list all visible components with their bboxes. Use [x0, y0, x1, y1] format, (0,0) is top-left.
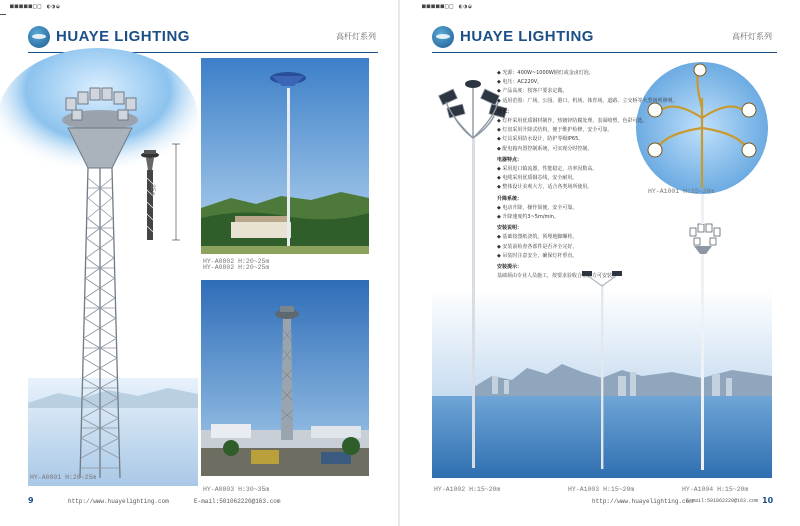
caption-hy-a0801 [30, 474, 96, 481]
spec-text [497, 70, 697, 282]
model-number: HY-A0803 [203, 486, 235, 493]
model-number: HY-A1001 [648, 188, 680, 195]
height-range: H:15~20m [683, 188, 715, 195]
caption-hy-a1004 [682, 486, 748, 493]
page-number: 9 [28, 496, 34, 505]
spec-line: ◆ 光源：400W~1000W钠灯或金卤灯泡。 [497, 70, 594, 76]
series-label: 高杆灯系列 [732, 32, 772, 41]
website: http://www.huayelighting.com [68, 498, 169, 505]
spec-line: ◆ 整体设计美观大方，适合各类场所使用。 [497, 184, 593, 191]
dimension-label: 35m [149, 184, 156, 196]
spec-line: ◆ 吊装时注意安全，确保灯杆垂直。 [497, 252, 578, 259]
spec-line: ◆ 电缆采用优质铜芯线，安全耐用。 [497, 175, 578, 182]
registration-marks: ■■■■■□□ ◐◑◒ [422, 3, 473, 10]
page-number: 10 [762, 496, 774, 505]
model-number: HY-A0801 [30, 474, 62, 481]
website: http://www.huayelighting.com [592, 498, 693, 505]
spec-line: ◆ 电压：AC220V。 [497, 79, 543, 86]
spec-line: ◆ 灯具采用防水设计，防护等级IP65。 [497, 136, 584, 143]
spec-line: ◆ 电动升降，操作简便，安全可靠。 [497, 204, 578, 211]
brand-name: HUAYE LIGHTING [460, 28, 594, 45]
spec-heading: 电器特点： [497, 156, 523, 163]
caption-hy-a1003 [568, 486, 634, 493]
model-number: HY-A1004 [682, 486, 714, 493]
caption-hy-a0802-below [203, 264, 269, 271]
email: E-mail:501062220@163.com [686, 498, 759, 504]
model-number: HY-A0802 [203, 258, 235, 265]
email: E-mail:501062220@163.com [194, 498, 281, 505]
garden-scene [201, 58, 369, 254]
series-label: 高杆灯系列 [336, 32, 376, 41]
globe-logo-icon [28, 26, 50, 48]
height-range: H:15~20m [603, 486, 635, 493]
spec-line: ◆ 产品高度：按客户要求定做。 [497, 88, 568, 95]
spec-line: ◆ 基础按图纸浇筑，预埋地脚螺栓。 [497, 234, 578, 241]
height-range: H:20~25m [238, 264, 270, 271]
crop-mark [0, 14, 6, 15]
height-range: H:20~25m [238, 258, 270, 265]
right-footer [432, 496, 777, 508]
caption-hy-a1001 [648, 188, 714, 195]
brand-name: HUAYE LIGHTING [56, 28, 190, 45]
spec-heading: 安装说明： [497, 225, 523, 232]
spec-heading: 升降系统： [497, 195, 523, 202]
photo-hy-a0803 [201, 280, 369, 476]
spec-line: ◆ 配电箱内置控制系统，可实现分时控制。 [497, 145, 593, 152]
caption-hy-a0803 [203, 486, 269, 493]
spec-line: ◆ 升降速度约3~5m/min。 [497, 214, 559, 221]
spec-line: ◆ 采用进口镇流器，性能稳定，功率因数高。 [497, 166, 598, 173]
header-rule [432, 52, 777, 53]
registration-marks: ■■■■■□□ ◐◑◒ [10, 3, 61, 10]
spec-line: ◆ 安装前检查各部件是否齐全完好。 [497, 243, 578, 250]
caption-hy-a1002 [434, 486, 500, 493]
left-header [28, 22, 378, 52]
left-footer [28, 496, 378, 508]
height-range: H:20~25m [65, 474, 97, 481]
spec-line: 基础须由专业人员施工，按要求验收合格后方可安装。 [497, 273, 618, 280]
model-number: HY-A1003 [568, 486, 600, 493]
photo-hy-a0802 [201, 58, 369, 265]
spec-heading: 安装提示： [497, 264, 523, 271]
tower-photo-hy-a0801 [28, 58, 198, 486]
right-header [432, 22, 777, 52]
tower-illustration [28, 58, 198, 486]
right-page [400, 0, 800, 526]
spec-line: ◆ 灯杆采用优质钢材制作，热镀锌防腐处理，表面喷塑，色彩可选。 [497, 118, 648, 125]
spec-line: ◆ 适用范围：广场、公园、港口、机场、体育场、道路、立交桥等大型场所照明。 [497, 97, 678, 104]
spec-line: ◆ 灯盘采用升降式结构，便于维护检修，安全可靠。 [497, 127, 613, 134]
model-number: HY-A0802 [203, 264, 235, 271]
height-range: H:15~20m [469, 486, 501, 493]
height-range: H:30~35m [238, 486, 270, 493]
model-number: HY-A1002 [434, 486, 466, 493]
industrial-scene [201, 280, 369, 476]
height-range: H:15~20m [717, 486, 749, 493]
globe-logo-icon [432, 26, 454, 48]
spec-heading: 技术： [497, 108, 513, 115]
